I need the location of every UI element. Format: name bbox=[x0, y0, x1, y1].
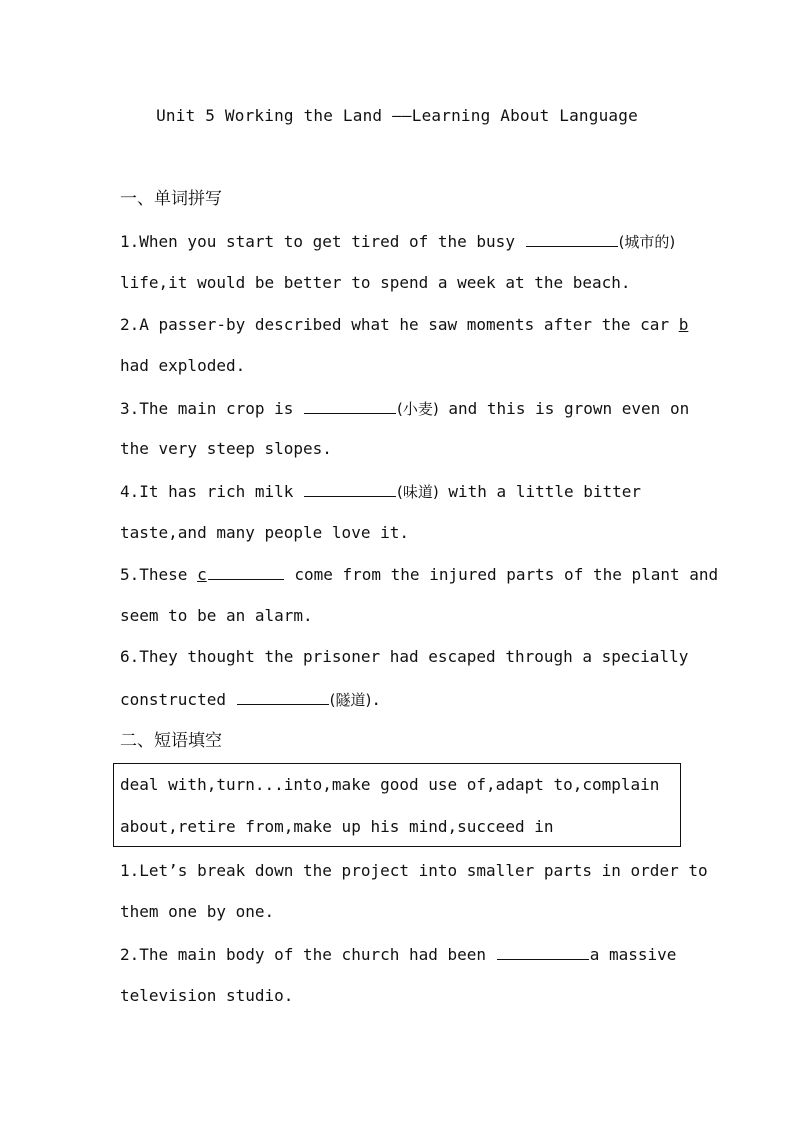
question-text: 2.The main body of the church had been bbox=[120, 945, 496, 964]
initial-letter-blank[interactable]: c bbox=[197, 565, 207, 584]
phrase-question-2-line-1 bbox=[120, 943, 676, 966]
phrase-bank-line-2: about,retire from,make up his mind,succeed in bbox=[120, 817, 554, 836]
question-text: 1.When you start to get tired of the busy bbox=[120, 232, 525, 251]
section-heading-phrases: 二、短语填空 bbox=[120, 731, 222, 751]
question-2-line-2: had exploded. bbox=[120, 356, 246, 375]
question-text: 5.These bbox=[120, 565, 198, 584]
question-5-line-1 bbox=[120, 563, 718, 586]
question-3-line-1 bbox=[120, 397, 689, 420]
answer-blank[interactable] bbox=[208, 563, 284, 580]
answer-blank[interactable] bbox=[497, 943, 589, 960]
initial-letter-blank[interactable]: b bbox=[678, 315, 689, 334]
question-text: with a little bitter bbox=[438, 482, 642, 501]
section-heading-spelling: 一、单词拼写 bbox=[120, 189, 222, 209]
answer-blank[interactable] bbox=[526, 230, 618, 247]
question-text: . bbox=[371, 690, 381, 709]
question-text: come from the injured parts of the plant and bbox=[284, 565, 719, 584]
chinese-hint: (味道) bbox=[397, 483, 439, 501]
question-1-line-2: life,it would be better to spend a week at the beach. bbox=[120, 273, 631, 292]
question-3-line-2: the very steep slopes. bbox=[120, 439, 332, 458]
question-6-line-2 bbox=[120, 688, 381, 711]
chinese-hint: (城市的) bbox=[618, 233, 676, 251]
question-4-line-2: taste,and many people love it. bbox=[120, 523, 409, 542]
page-title: Unit 5 Working the Land ——Learning About Language bbox=[156, 106, 638, 125]
answer-blank[interactable] bbox=[304, 397, 396, 414]
question-4-line-1 bbox=[120, 480, 641, 503]
question-1-line-1 bbox=[120, 230, 675, 253]
question-6-line-1: 6.They thought the prisoner had escaped through a specially bbox=[120, 647, 689, 666]
chinese-hint: (隧道) bbox=[329, 691, 372, 709]
phrase-question-2-line-2: television studio. bbox=[120, 986, 294, 1005]
question-text: and this is grown even on bbox=[438, 399, 690, 418]
question-text: constructed bbox=[120, 690, 236, 709]
question-text: 4.It has rich milk bbox=[120, 482, 304, 501]
question-2-line-1 bbox=[120, 314, 688, 336]
question-text: 3.The main crop is bbox=[120, 399, 304, 418]
chinese-hint: (小麦) bbox=[397, 400, 439, 418]
phrase-question-1-line-2: them one by one. bbox=[120, 902, 275, 921]
phrase-bank-line-1: deal with,turn...into,make good use of,adapt to,complain bbox=[120, 775, 660, 794]
answer-blank[interactable] bbox=[304, 480, 396, 497]
answer-blank[interactable] bbox=[237, 688, 329, 705]
question-text: a massive bbox=[589, 945, 677, 964]
phrase-question-1-line-1: 1.Let’s break down the project into smaller parts in order to bbox=[120, 861, 708, 880]
question-5-line-2: seem to be an alarm. bbox=[120, 606, 313, 625]
question-text: 2.A passer-by described what he saw moments after the car bbox=[120, 315, 679, 334]
